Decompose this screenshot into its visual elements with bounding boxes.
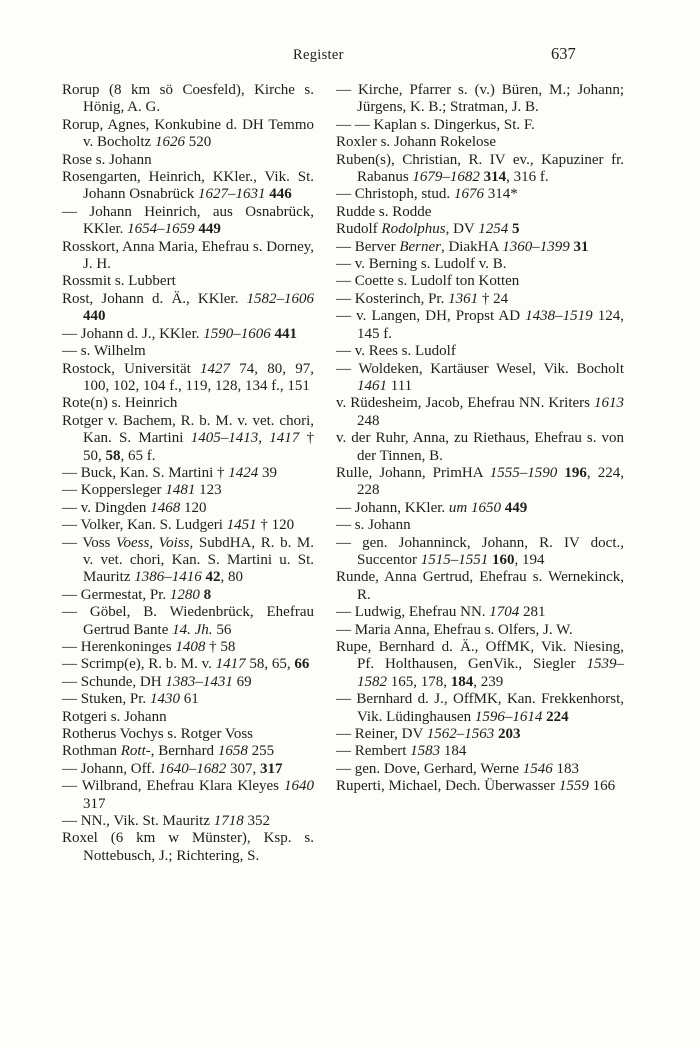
column-right [336,82,624,865]
entry-year-italic: 1718 [213,813,244,830]
entry-text: — Wilbrand, Ehefrau Klara Kleyes [62,778,284,795]
index-entry [336,152,624,187]
entry-year-italic: 1654–1659 [127,221,195,238]
entry-text: † 24 [478,290,509,307]
entry-text: Roxler s. Johann Rokelose [336,134,496,151]
index-entry [62,674,314,691]
entry-text: 74, 80, 97, 100, 102, 104 f., 119, 128, 134 f., 151 [83,360,314,394]
entry-text: , 316 f. [506,169,549,186]
entry-text: 39 [258,464,277,481]
index-entry [336,743,624,760]
entry-year-italic: 1596–1614 [474,708,543,725]
entry-page-ref-bold: 203 [498,726,521,743]
index-entry [336,343,624,360]
entry-text: , 194 [514,551,545,568]
entry-page-ref-bold: 317 [260,760,283,777]
entry-text: — Bernhard d. J., OffMK, Kan. Frekkenhorst, Vik. Lüdinghausen [336,691,624,725]
index-entry [62,117,314,152]
entry-text: 58, 65, [245,656,295,673]
entry-page-ref-bold: 5 [512,221,520,238]
running-head-title: Register [293,47,344,63]
index-entry [62,500,314,517]
index-entry [62,482,314,499]
entry-page-ref-bold: 440 [83,308,106,325]
index-entry [336,361,624,396]
index-entry [62,830,314,865]
index-entry [62,395,314,412]
entry-text: — v. Dingden [62,499,151,516]
index-entry [336,569,624,604]
index-entry [336,256,624,273]
entry-year-italic: Voess, Voiss [116,534,190,551]
index-entry [62,82,314,117]
index-entry [336,186,624,203]
index-entry [62,709,314,726]
entry-text: 317 [83,795,106,812]
entry-year-italic: 1386–1416 [134,569,202,586]
entry-text: Ruben(s), Christian, R. IV ev., Kapuziner fr. Rabanus [336,151,624,186]
entry-text: — Johann Heinrich, aus Osnabrück, KKler. [62,203,314,238]
index-entry [62,778,314,813]
entry-text: — NN., Vik. St. Mauritz [62,813,214,830]
entry-text: — Reiner, DV [336,726,427,743]
index-entry [336,204,624,221]
entry-text: 248 [357,412,380,429]
entry-text: v. Rüdesheim, Jacob, Ehefrau NN. Kriters [336,395,594,412]
entry-year-italic: um 1650 [448,499,501,516]
entry-text: Rothman [62,743,121,760]
entry-text: — Scrimp(e), R. b. M. v. [62,656,216,673]
entry-page-ref-bold: 58 [105,447,121,464]
entry-text: 255 [247,743,275,760]
entry-page-ref-bold: 224 [546,708,569,725]
entry-text: — Stuken, Pr. [62,691,150,708]
index-entry [62,587,314,604]
entry-text: 69 [232,673,252,690]
entry-text: — Coette s. Ludolf ton Kotten [336,273,520,290]
entry-text: — Maria Anna, Ehefrau s. Olfers, J. W. [336,621,573,638]
entry-text: , DiakHA [440,238,503,255]
entry-text: Rudolf [336,221,382,238]
entry-year-italic: 1383–1431 [165,673,233,690]
index-entry [336,117,624,134]
entry-text: 183 [552,760,580,777]
index-entry [62,535,314,587]
entry-text: 123 [195,482,222,499]
entry-year-italic: 14. Jh. [172,621,213,638]
entry-text: Rotger v. Bachem, R. b. M. v. vet. chori, Kan. S. Martini [62,412,314,447]
entry-text: † 58 [205,639,236,655]
entry-text: 184 [440,743,467,760]
entry-text: — Rembert [336,743,411,760]
entry-page-ref-bold: 160 [491,551,515,568]
index-entry [62,239,314,274]
entry-year-italic: 1438–1519 [525,308,593,325]
entry-year-italic: 1451 [226,517,257,534]
page-number: 637 [551,44,576,63]
entry-text: — gen. Johanninck, Johann, R. IV doct., Succentor [336,534,624,568]
entry-text: Rorup, Agnes, Konkubine d. DH Temmo v. Bocholtz [62,116,314,151]
entry-text: 124, 145 f. [357,308,624,342]
entry-year-italic: 1555–1590 [489,464,558,481]
text-columns [62,82,624,865]
entry-year-italic: 1481 [165,482,196,499]
index-entry [62,761,314,778]
entry-text: Rupe, Bernhard d. Ä., OffMK, Vik. Niesing, Pf. Holthausen, GenVik., Siegler [336,639,624,673]
entry-text: 352 [243,813,270,830]
entry-year-italic: 1546 [522,760,553,777]
entry-text: — Johann, KKler. [336,499,449,516]
index-entry [336,291,624,308]
index-entry [336,134,624,151]
entry-year-italic: 1562–1563 [426,726,495,743]
entry-text: 165, 178, [387,673,451,690]
entry-text: Rotgeri s. Johann [62,708,167,725]
entry-text: 120 [180,499,207,516]
index-entry [336,622,624,639]
entry-text: 520 [184,134,212,151]
entry-text: Runde, Anna Gertrud, Ehefrau s. Wernekinck, R. [336,569,624,603]
entry-year-italic: 1361 [448,290,479,307]
entry-text: — s. Wilhelm [62,343,146,360]
index-entry [336,273,624,290]
entry-year-italic: Berner [399,238,441,255]
entry-text: , DV [445,221,479,238]
entry-text: v. der Ruhr, Anna, zu Riethaus, Ehefrau s. von der Tinnen, B. [336,430,624,464]
entry-text: — v. Rees s. Ludolf [336,343,456,360]
entry-text: Rudde s. Rodde [336,203,432,220]
entry-text: — Johann d. J., KKler. [62,325,204,342]
index-entry [336,604,624,621]
entry-text: — gen. Dove, Gerhard, Werne [336,760,523,777]
entry-text: — Voss [62,534,116,551]
entry-text: Rote(n) s. Heinrich [62,395,178,412]
entry-year-italic: 1582–1606 [246,290,314,307]
entry-text: — s. Johann [336,517,411,534]
entry-text: , 65 f. [120,447,156,464]
index-entry [62,726,314,743]
index-entry [336,639,624,691]
index-entry [62,291,314,326]
entry-year-italic: 1427 [200,360,231,377]
entry-text: — Göbel, B. Wiedenbrück, Ehefrau Gertrud Bante [62,604,314,638]
entry-text: Rotherus Vochys s. Rotger Voss [62,726,254,743]
entry-text: — Kirche, Pfarrer s. (v.) Büren, M.; Johann; Jürgens, K. B.; Stratman, J. B. [336,82,624,116]
entry-year-italic: Rott- [120,743,151,760]
entry-year-italic: 1583 [410,743,441,760]
entry-year-italic: 1658 [217,743,248,760]
entry-text: — Herenkoninges [62,639,176,655]
entry-text: — Johann, Off. [62,760,159,777]
entry-text: Roxel (6 km w Münster), Ksp. s. Nottebusch, J.; Richtering, S. [62,830,314,864]
entry-text: 281 [519,604,546,621]
index-entry [62,413,314,465]
entry-text: — Woldeken, Kartäuser Wesel, Vik. Bocholt [336,360,624,377]
entry-year-italic: 1430 [149,691,180,708]
entry-page-ref-bold: 8 [203,586,212,603]
entry-text: Rossmit s. Lubbert [62,273,176,290]
index-entry [62,743,314,760]
entry-year-italic: 1468 [150,499,181,516]
entry-text: — — Kaplan s. Dingerkus, St. F. [336,116,535,133]
entry-year-italic: 1640 [284,778,314,795]
entry-year-italic: 1676 [453,186,484,203]
entry-text: Rose s. Johann [62,151,152,168]
entry-year-italic: Rodolphus [381,221,446,238]
entry-year-italic: 1417 [215,656,246,673]
entry-text: 307, [226,760,261,777]
entry-year-italic: 1590–1606 [203,325,271,342]
entry-year-italic: 1626 [154,134,185,151]
index-entry [336,778,624,795]
entry-year-italic: 1539–1582 [357,656,624,690]
index-entry [336,500,624,517]
entry-page-ref-bold: 196 [564,464,587,481]
index-entry [336,308,624,343]
index-entry [336,761,624,778]
index-entry [62,691,314,708]
index-entry [336,465,624,500]
index-entry [62,656,314,673]
entry-page-ref-bold: 184 [450,673,474,690]
entry-year-italic: 1679–1682 [412,169,480,186]
index-entry [62,813,314,830]
entry-page-ref-bold: 42 [205,569,221,586]
entry-text: † 50, [83,430,315,464]
entry-text: , 80 [220,569,243,586]
index-entry [62,204,314,239]
entry-text: Ruperti, Michael, Dech. Überwasser [336,778,559,795]
index-entry [336,239,624,256]
entry-text: — v. Berning s. Ludolf v. B. [336,256,507,273]
column-left [62,82,314,865]
index-entry [336,535,624,570]
index-entry [62,465,314,482]
entry-year-italic: 1424 [228,464,259,481]
entry-year-italic: 1405–1413, 1417 [190,430,300,447]
index-entry [62,361,314,396]
entry-page-ref-bold: 66 [294,656,310,673]
entry-year-italic: 1559 [558,778,589,795]
entry-text: — Koppersleger [62,482,166,499]
index-entry [62,604,314,639]
entry-text: — Buck, Kan. S. Martini † [62,464,229,481]
entry-page-ref-bold: 449 [504,499,528,516]
index-entry [336,82,624,117]
index-entry [336,517,624,534]
entry-text: † 120 [256,517,295,534]
index-entry [336,726,624,743]
running-head [0,44,700,66]
entry-text: , 239 [473,673,504,690]
entry-text: Rorup (8 km sö Coesfeld), Kirche s. Hönig, A. G. [62,82,314,116]
entry-year-italic: 1360–1399 [502,238,570,255]
entry-text: , SubdHA, R. b. M. v. vet. chori, Kan. S. Martini u. St. Mauritz [83,534,314,586]
entry-year-italic: 1704 [489,604,520,621]
entry-page-ref-bold: 449 [198,221,221,238]
index-entry [336,395,624,430]
entry-year-italic: 1627–1631 [197,186,266,203]
entry-text: Rosskort, Anna Maria, Ehefrau s. Dorney, J. H. [62,238,314,273]
index-entry [336,691,624,726]
entry-text: Rosengarten, Heinrich, KKler., Vik. St. Johann Osnabrück [62,169,314,203]
index-entry [336,430,624,465]
entry-text: Rostock, Universität [62,360,201,377]
entry-text: — Christoph, stud. [336,186,454,203]
entry-text: 56 [212,621,232,638]
index-entry [62,169,314,204]
entry-page-ref-bold: 446 [269,186,292,203]
entry-text: — Ludwig, Ehefrau NN. [336,604,490,621]
entry-page-ref-bold: 441 [274,325,297,342]
entry-text: 314* [483,186,518,203]
entry-text: 166 [588,778,616,795]
entry-page-ref-bold: 314 [483,169,507,186]
index-entry [62,343,314,360]
index-entry [62,326,314,343]
entry-text: — Kosterinch, Pr. [336,290,449,307]
entry-text: — Schunde, DH [62,673,166,690]
entry-text: — v. Langen, DH, Propst AD [336,308,526,325]
index-entry [62,517,314,534]
entry-year-italic: 1280 [169,586,200,603]
index-entry [62,639,314,656]
entry-year-italic: 1254 [478,221,509,238]
entry-text: — Berver [336,238,400,255]
entry-text: 61 [179,691,199,708]
entry-year-italic: 1640–1682 [158,760,227,777]
index-entry [62,273,314,290]
entry-text: Rost, Johann d. Ä., KKler. [62,290,247,307]
entry-text: , 224, 228 [357,464,625,499]
entry-year-italic: 1408 [175,639,206,655]
entry-year-italic: 1515–1551 [420,551,489,568]
entry-text: — Germestat, Pr. [62,586,170,603]
entry-text: Rulle, Johann, PrimHA [336,464,490,481]
entry-year-italic: 1461 [357,377,387,394]
entry-text: 111 [387,377,413,394]
index-entry [336,221,624,238]
index-entry [62,152,314,169]
entry-text: , Bernhard [150,743,218,760]
entry-text: — Volker, Kan. S. Ludgeri [62,517,227,534]
entry-page-ref-bold: 31 [573,238,589,255]
entry-year-italic: 1613 [594,395,624,412]
